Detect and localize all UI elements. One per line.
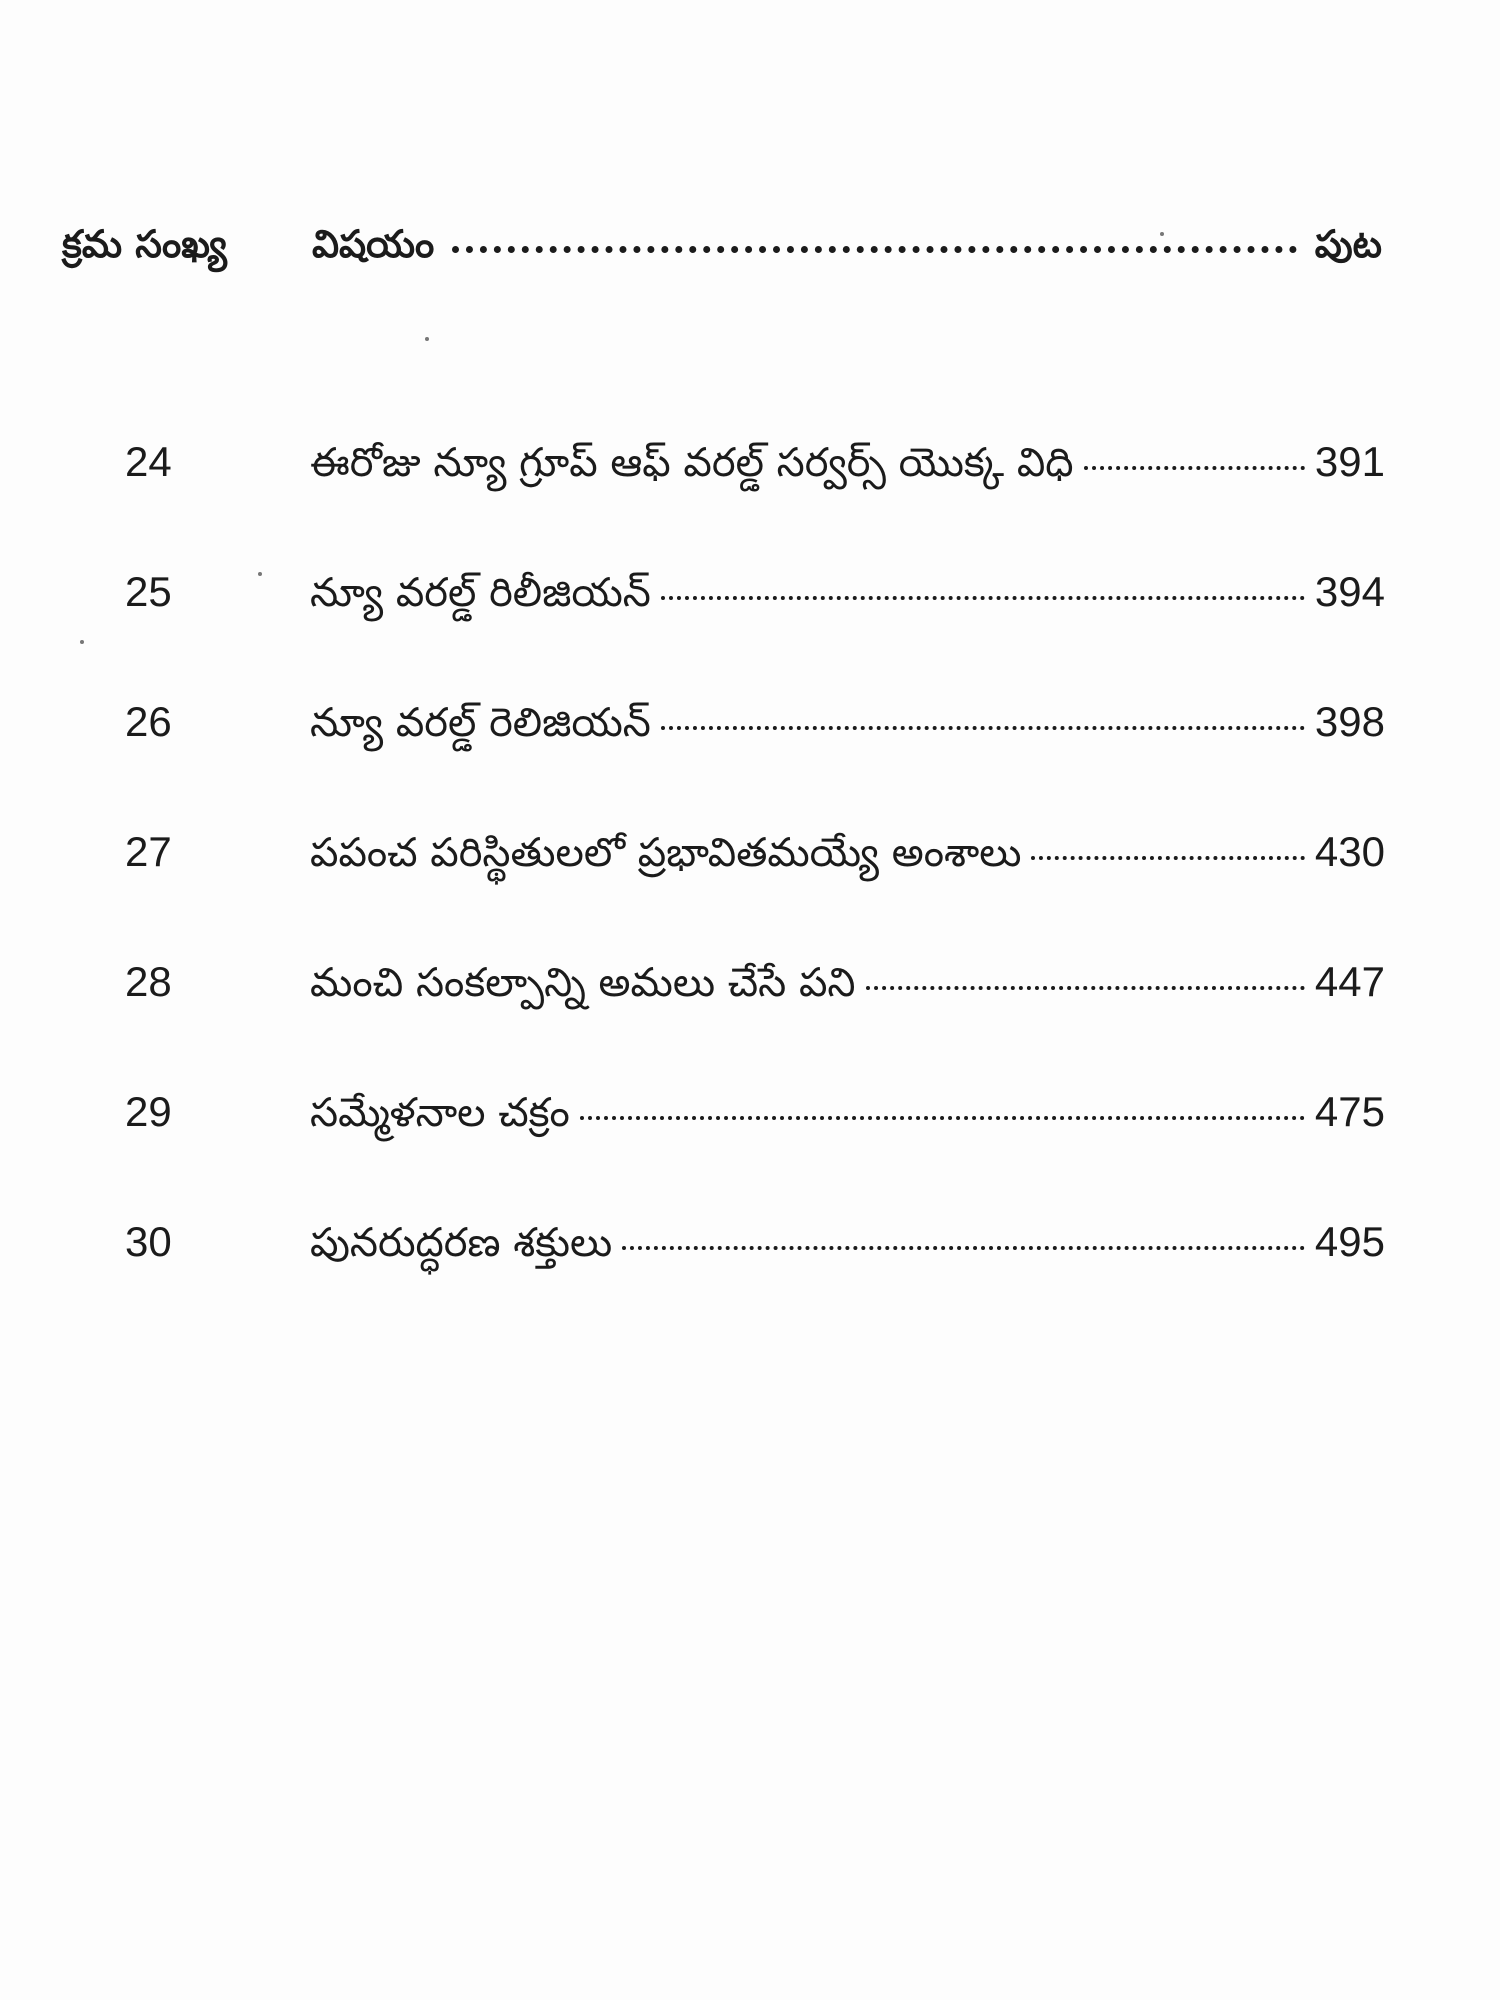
toc-entry-27 xyxy=(125,828,1385,958)
entry-page: 398 xyxy=(1314,698,1385,745)
toc-header xyxy=(62,222,1382,282)
entry-number: 24 xyxy=(125,438,172,485)
dot-leader xyxy=(866,986,1305,990)
dot-leader xyxy=(622,1246,1305,1250)
entry-page: 447 xyxy=(1314,958,1385,1005)
toc-entry-26 xyxy=(125,698,1385,828)
entry-page: 430 xyxy=(1314,828,1385,875)
toc-entry-25 xyxy=(125,568,1385,698)
dot-leader xyxy=(661,596,1305,600)
subject-heading: విషయం xyxy=(312,222,435,266)
dot-leader xyxy=(661,726,1305,730)
entry-number: 29 xyxy=(125,1088,172,1135)
entry-page: 475 xyxy=(1314,1088,1385,1135)
serial-number-heading: క్రమ సంఖ్య xyxy=(62,222,227,266)
page-heading: పుట xyxy=(1314,222,1382,266)
toc-entry-28 xyxy=(125,958,1385,1088)
entry-page: 394 xyxy=(1314,568,1385,615)
entry-title: సమ్మేళనాల చక్రం xyxy=(310,1090,570,1136)
entry-number: 30 xyxy=(125,1218,172,1265)
entry-number: 25 xyxy=(125,568,172,615)
table-of-contents xyxy=(125,438,1385,1348)
entry-number: 27 xyxy=(125,828,172,875)
entry-title: న్యూ వరల్డ్ రెలిజియన్ xyxy=(310,700,651,746)
toc-entry-29 xyxy=(125,1088,1385,1218)
entry-number: 28 xyxy=(125,958,172,1005)
entry-number: 26 xyxy=(125,698,172,745)
entry-title: మంచి సంకల్పాన్ని అమలు చేసే పని xyxy=(310,960,856,1006)
entry-title: పునరుద్ధరణ శక్తులు xyxy=(310,1220,613,1266)
header-dot-leader xyxy=(452,246,1296,253)
entry-page: 495 xyxy=(1314,1218,1385,1265)
entry-title: పపంచ పరిస్థితులలో ప్రభావితమయ్యే అంశాలు xyxy=(310,830,1022,876)
dot-leader xyxy=(1031,856,1304,860)
paper-speck xyxy=(425,337,429,341)
dot-leader xyxy=(1084,466,1305,470)
entry-title: న్యూ వరల్డ్ రిలీజియన్ xyxy=(310,570,651,616)
paper-speck xyxy=(1160,232,1164,236)
entry-title: ఈరోజు న్యూ గ్రూప్ ఆఫ్ వరల్డ్ సర్వర్స్ యొక్క విధి xyxy=(310,440,1074,486)
toc-entry-30 xyxy=(125,1218,1385,1348)
paper-speck xyxy=(258,572,262,576)
paper-speck xyxy=(80,640,84,644)
entry-page: 391 xyxy=(1314,438,1385,485)
toc-entry-24 xyxy=(125,438,1385,568)
dot-leader xyxy=(580,1116,1305,1120)
